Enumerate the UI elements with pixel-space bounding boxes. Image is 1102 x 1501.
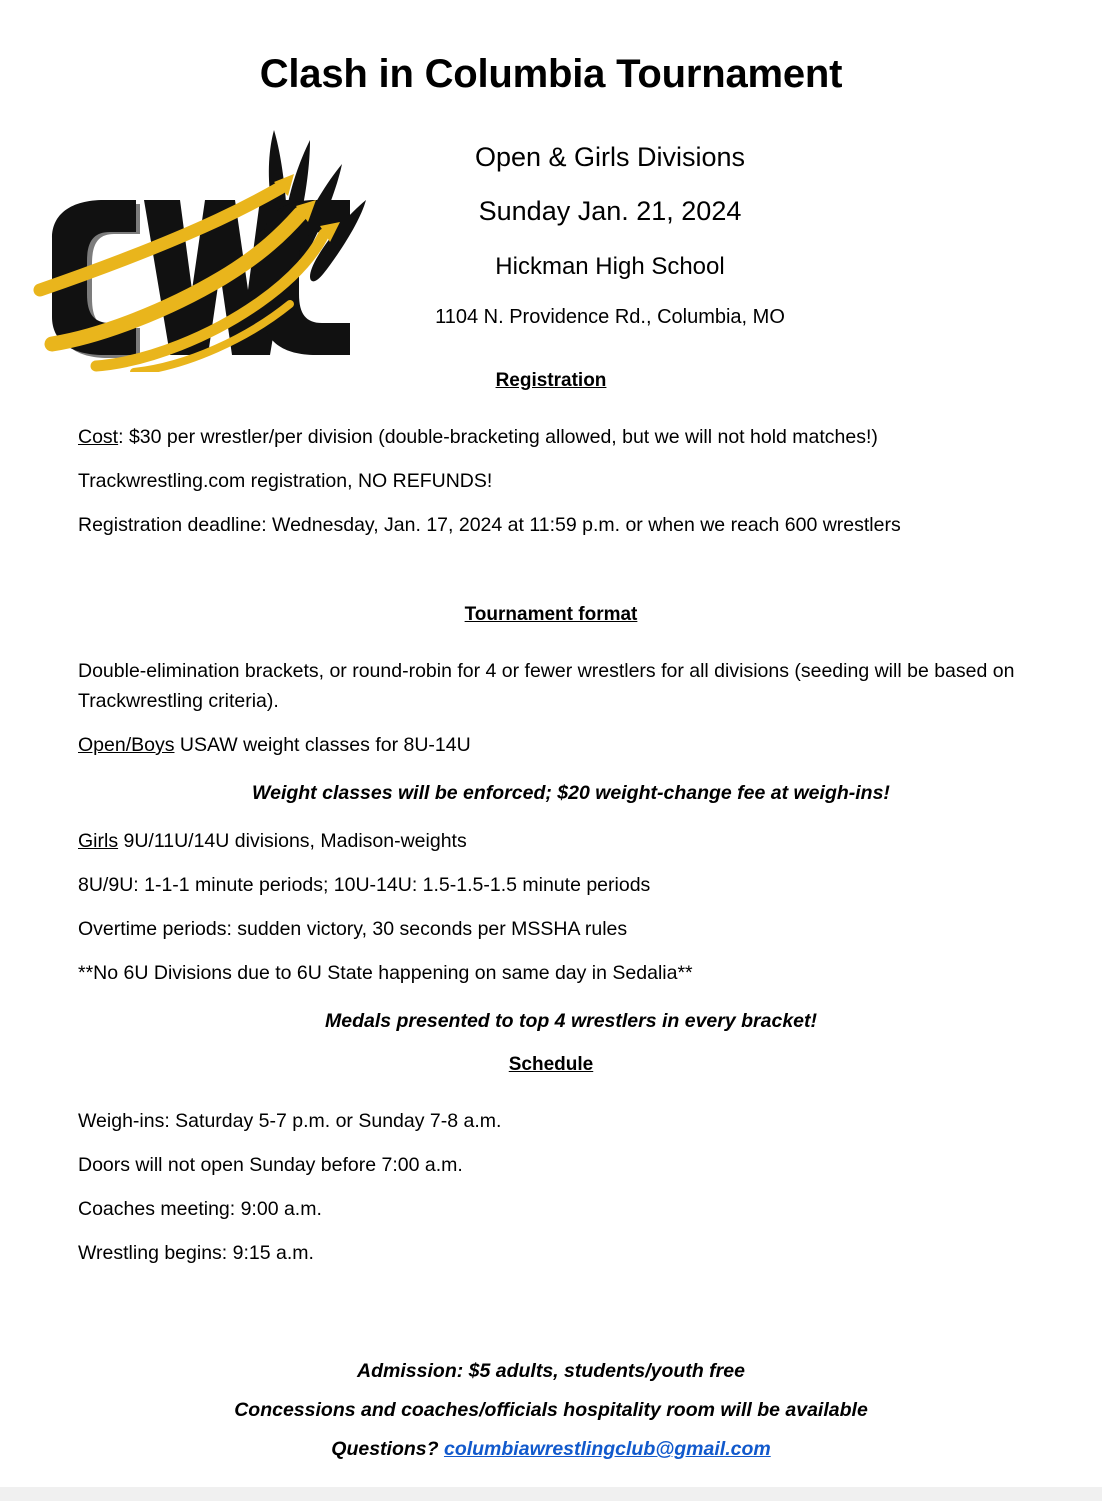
flyer-body	[0, 366, 1102, 1268]
format-line-overtime: Overtime periods: sudden victory, 30 seconds per MSSHA rules	[78, 918, 628, 940]
weight-class-emphasis: Weight classes will be enforced; $20 weight-change fee at weigh-ins!	[252, 782, 890, 804]
registration-line-deadline: Registration deadline: Wednesday, Jan. 17, 2024 at 11:59 p.m. or when we reach 600 wrestlers	[78, 514, 901, 536]
medals-emphasis: Medals presented to top 4 wrestlers in every bracket!	[324, 1010, 817, 1032]
footer-admission: Admission: $5 adults, students/youth free	[357, 1360, 745, 1382]
footer-concessions: Concessions and coaches/officials hospitality room will be available	[234, 1399, 868, 1421]
event-venue: Hickman High School	[495, 253, 725, 280]
format-line-open-boys	[0, 730, 1102, 760]
event-divisions: Open & Girls Divisions	[474, 142, 746, 172]
registration-line-cost	[0, 422, 1102, 452]
section-heading-tournament-format: Tournament format	[464, 604, 638, 625]
format-line-no-6u: **No 6U Divisions due to 6U State happening on same day in Sedalia**	[78, 962, 693, 984]
schedule-line-coaches-meeting: Coaches meeting: 9:00 a.m.	[78, 1198, 322, 1220]
section-heading-registration: Registration	[495, 370, 607, 391]
flyer-footer	[0, 1352, 1102, 1469]
registration-line-trackwrestling: Trackwrestling.com registration, NO REFUNDS!	[78, 470, 493, 492]
event-address: 1104 N. Providence Rd., Columbia, MO	[435, 306, 785, 328]
footer-questions	[0, 1430, 1102, 1469]
girls-text: 9U/11U/14U divisions, Madison-weights	[118, 830, 467, 852]
schedule-line-doors: Doors will not open Sunday before 7:00 a.m.	[78, 1154, 463, 1176]
cost-text: : $30 per wrestler/per division (double-bracketing allowed, but we will not hold matches!)	[118, 426, 878, 448]
cost-label: Cost	[78, 426, 119, 448]
open-boys-text: USAW weight classes for 8U-14U	[174, 734, 471, 756]
contact-email-link[interactable]: columbiawrestlingclub@gmail.com	[443, 1438, 771, 1460]
section-heading-schedule: Schedule	[508, 1054, 594, 1075]
page-bottom-edge	[0, 1487, 1102, 1501]
schedule-line-wrestling-begins: Wrestling begins: 9:15 a.m.	[78, 1242, 314, 1264]
format-line-periods: 8U/9U: 1-1-1 minute periods; 10U-14U: 1.5-1.5-1.5 minute periods	[78, 874, 651, 896]
page-title: Clash in Columbia Tournament	[259, 52, 843, 96]
schedule-line-weighins: Weigh-ins: Saturday 5-7 p.m. or Sunday 7-8 a.m.	[78, 1110, 502, 1132]
open-boys-label: Open/Boys	[78, 734, 175, 756]
event-header	[380, 132, 840, 340]
questions-label: Questions?	[331, 1438, 444, 1460]
format-line-brackets: Double-elimination brackets, or round-robin for 4 or fewer wrestlers for all divisions (seeding will be based on Trackwrestling criteria).	[78, 660, 1015, 712]
girls-label: Girls	[78, 830, 119, 852]
cwc-club-logo	[22, 122, 372, 372]
format-line-girls	[0, 826, 1102, 856]
event-date: Sunday Jan. 21, 2024	[478, 196, 742, 226]
